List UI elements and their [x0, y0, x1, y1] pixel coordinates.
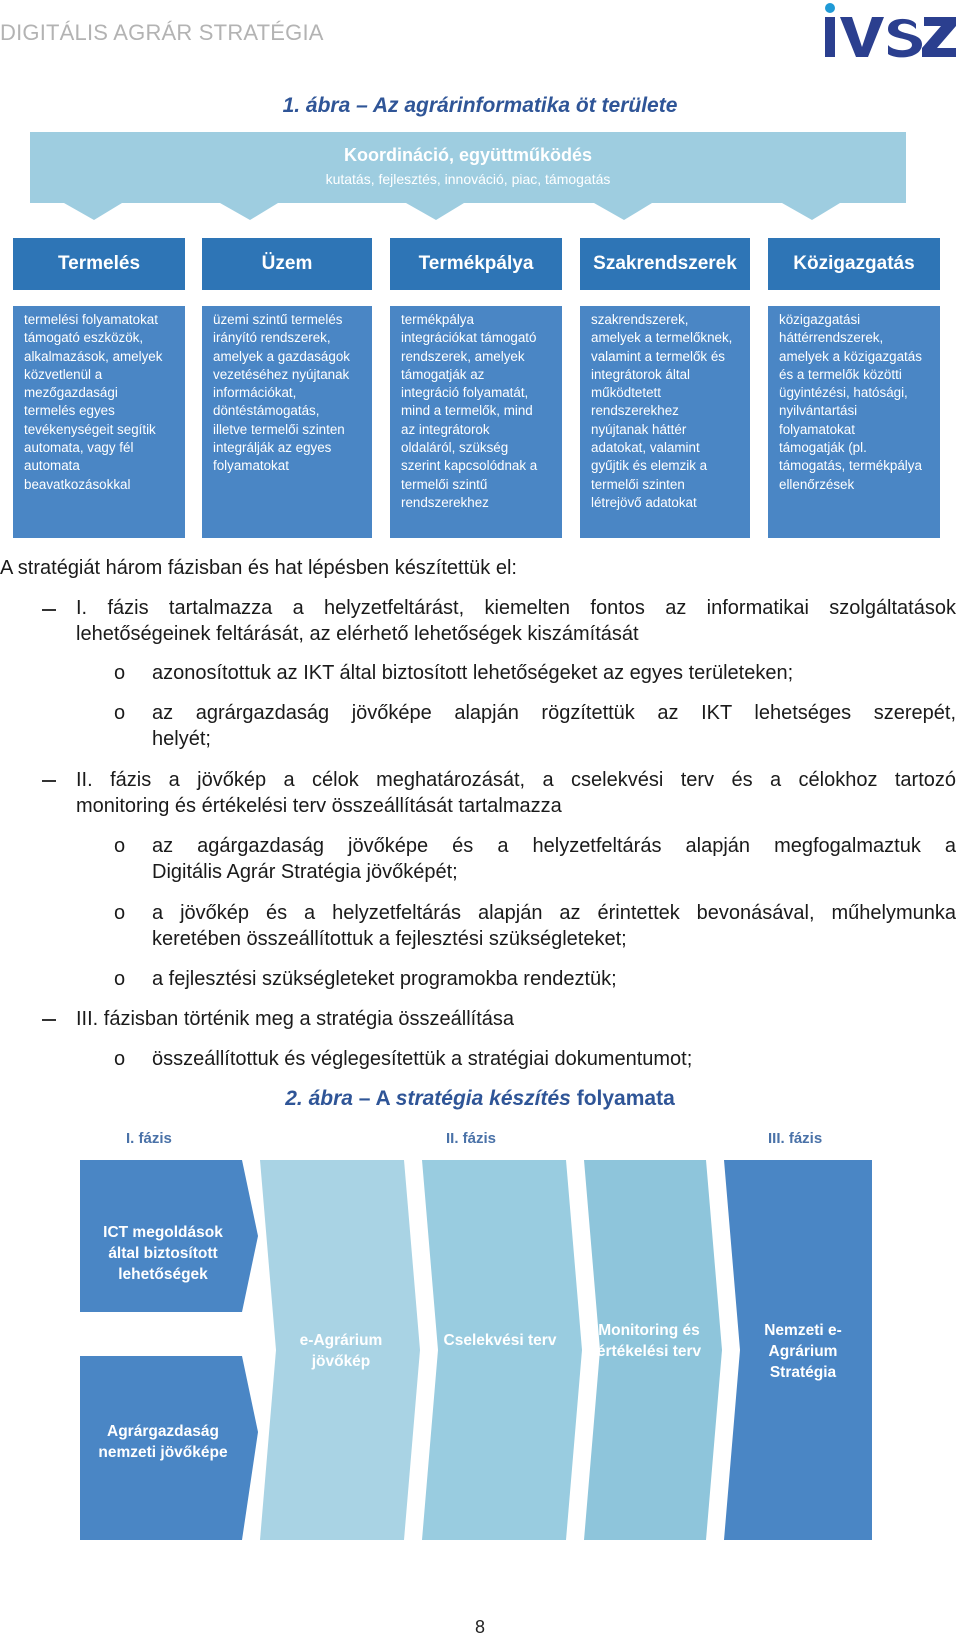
area-line: automata, vagy fél: [24, 440, 134, 456]
phase-label-3: III. fázis: [768, 1130, 823, 1147]
area-line: üzemi szintű termelés: [213, 312, 343, 327]
area-line: az integrátorok: [401, 421, 490, 437]
area-line: integrációkat támogató: [401, 330, 537, 346]
area-line: rendszerekhez: [401, 494, 489, 510]
area-line: nyújtanak háttér: [591, 421, 687, 437]
area-body-szakrendszerek: [580, 306, 750, 538]
area-line: valamint a termelők és: [591, 348, 725, 364]
figure2-caption: [0, 1087, 960, 1111]
area-line: döntéstámogatás,: [213, 403, 320, 419]
banner-title: Koordináció, együttműködés: [343, 145, 593, 165]
phase2-bullet2-line1: a jövőkép és a helyzetfeltárás alapján az érintettek bevonásával, műhelymunka: [152, 902, 956, 924]
area-header-szakrendszerek: Szakrendszerek: [580, 238, 750, 290]
coordination-banner-text: [30, 145, 906, 187]
area-line: automata: [24, 458, 80, 474]
area-line: támogatás, termékpálya: [779, 458, 922, 474]
flow-label-ict: ICT megoldások által biztosított lehetőségek: [103, 1224, 223, 1283]
phase1-bullet2: [152, 700, 956, 752]
area-line: háttérrendszerek,: [779, 330, 884, 346]
area-line: mezőgazdasági: [24, 385, 118, 401]
area-line: integrálják az egyes: [213, 440, 332, 456]
area-line: oldaláról, szükség: [401, 440, 509, 456]
area-line: folyamatokat: [779, 421, 855, 437]
circle-bullet: o: [114, 835, 126, 857]
area-line: információkat,: [213, 385, 297, 401]
circle-bullet: o: [114, 702, 126, 724]
figure2-caption-dash: – A: [352, 1087, 396, 1110]
area-header-termeles: Termelés: [13, 238, 185, 290]
dash-bullet: [42, 1019, 56, 1021]
banner-subtitle: kutatás, fejlesztés, innováció, piac, támogatás: [325, 171, 611, 187]
flow-label-terv: Cselekvési terv: [443, 1332, 557, 1349]
area-line: szerint kapcsolódnak a: [401, 458, 538, 474]
area-body-termeles: [13, 306, 185, 538]
area-line: közigazgatási: [779, 312, 861, 327]
area-line: és a termelők közötti: [779, 366, 902, 382]
figure2-caption-number: 2. ábra: [285, 1087, 353, 1110]
dash-bullet: [42, 609, 56, 611]
phase1-bullet1: azonosítottuk az IKT által biztosított lehetőségeket az egyes területeken;: [152, 662, 794, 684]
area-line: tevékenységeit segítik: [24, 421, 156, 437]
phase1-bullet2-line1: az agrárgazdaság jövőképe alapján rögzítettük az IKT lehetséges szerepét,: [152, 702, 956, 724]
area-line: beavatkozásokkal: [24, 476, 131, 492]
area-line: támogatják (pl.: [779, 440, 867, 456]
phase2-bullet3: a fejlesztési szükségleteket programokba rendeztük;: [152, 968, 617, 990]
phase2-bullet2: [152, 900, 956, 952]
running-header: DIGITÁLIS AGRÁR STRATÉGIA: [0, 20, 324, 45]
area-line: illetve termelői szinten: [213, 421, 345, 437]
phase-label-2: II. fázis: [446, 1130, 497, 1147]
area-body-uzem: [202, 306, 372, 538]
area-body-kozigazgatas: [768, 306, 940, 538]
phase2-bullet1: [152, 833, 956, 885]
intro-paragraph: A stratégiát három fázisban és hat lépésben készítettük el:: [0, 557, 517, 579]
phase2-bullet1-line2: Digitális Agrár Stratégia jövőképét;: [152, 861, 458, 883]
phase3-bullet1: összeállítottuk és véglegesítettük a stratégiai dokumentumot;: [152, 1048, 693, 1070]
flow-label-jovokep: e-Agrárium jövőkép: [299, 1332, 383, 1370]
flow-label-agrar: Agrárgazdaság nemzeti jövőképe: [98, 1423, 228, 1461]
ivsz-logo: [822, 2, 956, 62]
area-line: működtetett: [591, 385, 661, 401]
area-line: ellenőrzések: [779, 476, 855, 492]
area-line: irányító rendszerek,: [213, 330, 331, 346]
circle-bullet: o: [114, 1048, 126, 1070]
area-line: ügyintézési, hatósági,: [779, 385, 908, 401]
figure2-caption-italic: stratégia készítés: [395, 1087, 571, 1110]
phase2-line1: II. fázis a jövőkép a célok meghatározását, a cselekvési terv és a célokhoz tartozó: [76, 769, 956, 791]
area-line: vezetéséhez nyújtanak: [213, 366, 350, 382]
area-line: integrátorok által: [591, 366, 690, 382]
area-line: termékpálya: [401, 312, 474, 327]
area-header-uzem: Üzem: [202, 238, 372, 290]
area-line: termelői szinten: [591, 476, 685, 492]
area-line: amelyek a közigazgatás: [779, 348, 922, 364]
phase1-text: [76, 595, 956, 647]
circle-bullet: o: [114, 662, 126, 684]
area-line: támogató eszközök,: [24, 330, 144, 346]
area-line: alkalmazások, amelyek: [24, 348, 163, 364]
area-line: mind a termelők, mind: [401, 403, 533, 419]
area-header-kozigazgatas: Közigazgatás: [768, 238, 940, 290]
area-line: gyűjtik és elemzik a: [591, 458, 708, 474]
area-line: amelyek a gazdaságok: [213, 348, 350, 364]
circle-bullet: o: [114, 902, 126, 924]
area-line: létrejövő adatokat: [591, 494, 697, 510]
area-line: termelés egyes: [24, 403, 115, 419]
area-line: adatokat, valamint: [591, 440, 700, 456]
phase2-bullet1-line1: az agárgazdaság jövőképe és a helyzetfeltárás alapján megfogalmaztuk a: [152, 835, 956, 857]
phase1-line2: lehetőségeinek feltárását, az elérhető lehetőségek kiszámítását: [76, 623, 639, 645]
area-line: termelési folyamatokat: [24, 312, 158, 327]
phase2-bullet2-line2: keretében összeállítottuk a fejlesztési szükségleteket;: [152, 928, 627, 950]
area-line: nyilvántartási: [779, 403, 858, 419]
phase3-line1: III. fázisban történik meg a stratégia összeállítása: [76, 1008, 514, 1030]
phase2-line2: monitoring és értékelési terv összeállítását tartalmazza: [76, 795, 562, 817]
figure1-caption: 1. ábra – Az agrárinformatika öt területe: [282, 94, 678, 117]
area-line: szakrendszerek,: [591, 312, 689, 327]
phase2-text: [76, 767, 956, 819]
area-line: folyamatokat: [213, 458, 289, 474]
figure2-caption-end: folyamata: [570, 1087, 675, 1110]
area-header-termekpalya: Termékpálya: [390, 238, 562, 290]
page-number: 8: [474, 1617, 485, 1637]
area-line: rendszerekhez: [591, 403, 679, 419]
phase1-line1: I. fázis tartalmazza a helyzetfeltárást, kiemelten fontos az informatikai szolgáltatások: [76, 597, 956, 619]
area-line: közvetlenül a: [24, 366, 103, 382]
area-line: támogatják az: [401, 366, 485, 382]
area-line: amelyek a termelőknek,: [591, 330, 733, 346]
circle-bullet: o: [114, 968, 126, 990]
area-line: termelői szintű: [401, 476, 488, 492]
area-line: integráció folyamatát,: [401, 385, 529, 401]
flow-label-monitoring: Monitoring és értékelési terv: [596, 1322, 702, 1360]
area-line: rendszerek, amelyek: [401, 348, 525, 364]
dash-bullet: [42, 780, 56, 782]
phase-label-1: I. fázis: [126, 1130, 172, 1147]
flow-label-strategia: Nemzeti e-Agrárium Stratégia: [764, 1322, 842, 1381]
phase1-bullet2-line2: helyét;: [152, 728, 211, 750]
area-body-termekpalya: [390, 306, 562, 538]
